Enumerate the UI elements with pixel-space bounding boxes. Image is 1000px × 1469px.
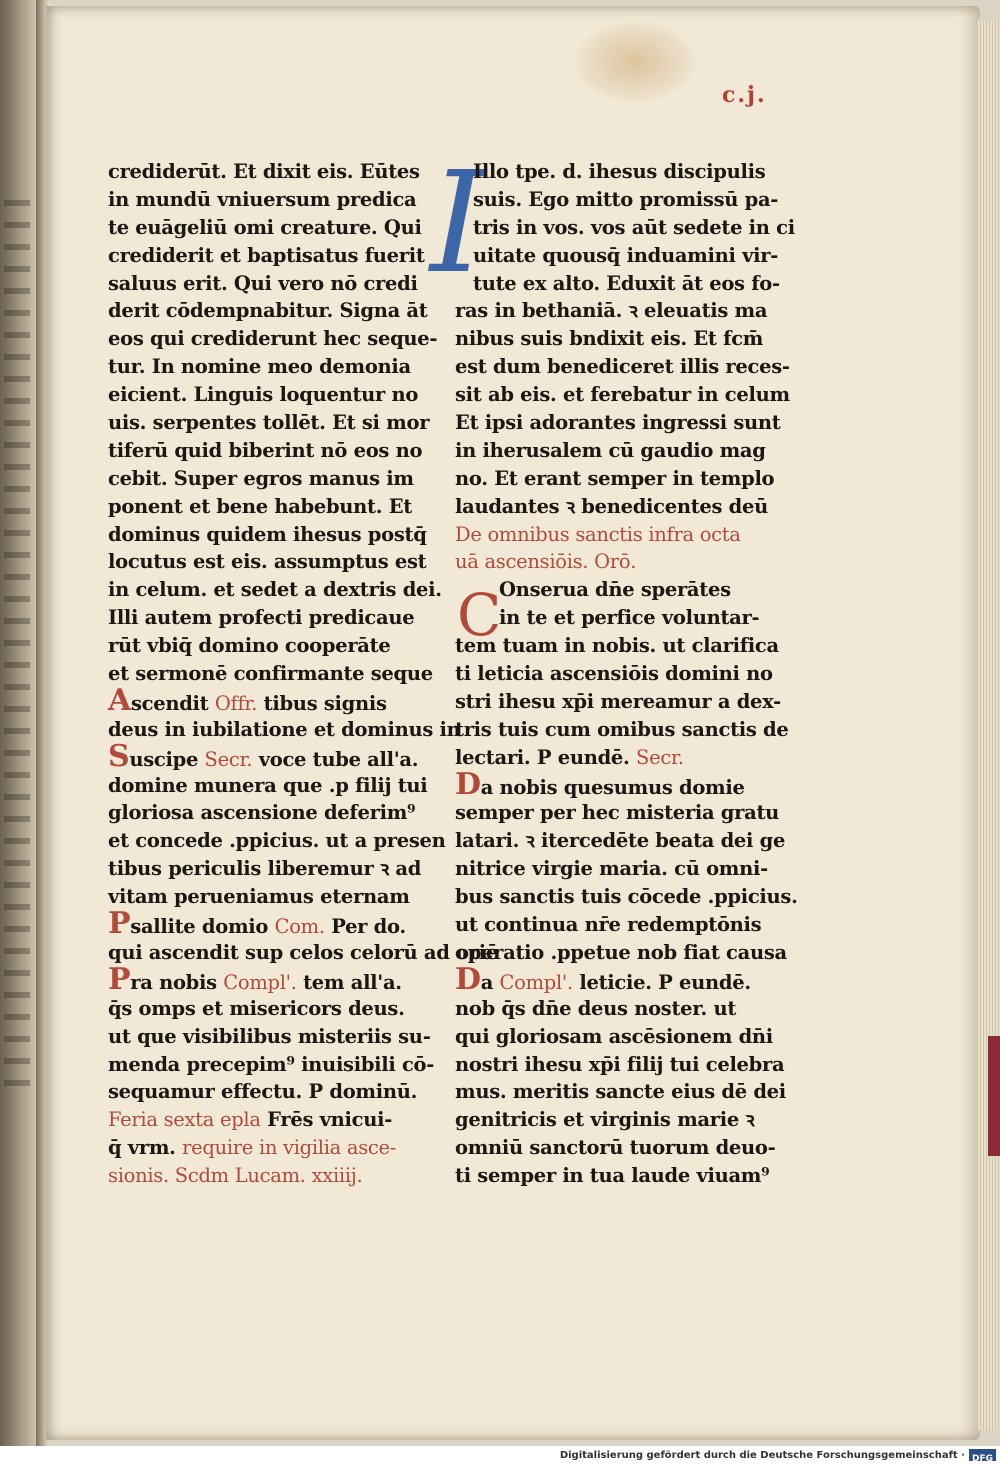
text-line — [455, 1023, 773, 1051]
text-line — [455, 353, 790, 381]
text-run: uis. serpentes tollēt. Et si mor — [108, 411, 430, 435]
dfg-logo: DFG — [969, 1449, 996, 1461]
text-run: Illo tpe. d. ihesus discipulis — [473, 160, 766, 183]
text-line — [108, 270, 418, 298]
text-run: rūt vbiq̄ domino cooperāte — [108, 634, 391, 658]
text-line — [108, 961, 408, 997]
text-line — [455, 548, 765, 576]
rubric-text: Offr. — [214, 691, 258, 715]
red-initial: D — [455, 766, 481, 802]
text-run: in mundū vniuersum predica — [108, 187, 417, 211]
text-run: stri ihesu xp̄i mereamur a dex- — [455, 689, 781, 713]
text-line — [108, 855, 422, 883]
text-line — [455, 1134, 776, 1162]
text-line — [108, 297, 428, 325]
text-line — [455, 1162, 770, 1190]
text-line — [455, 493, 769, 521]
text-run: bus sanctis tuis cōcede .ppicius. — [455, 885, 798, 909]
text-line — [455, 855, 768, 883]
text-line — [108, 381, 419, 409]
text-line — [108, 158, 420, 186]
rubric-text: De omnibus sanctis infra octa — [455, 522, 741, 546]
text-line — [455, 827, 786, 855]
text-run: mus. meritis sancte eius dē dei — [455, 1080, 786, 1104]
previous-page-edge — [0, 0, 40, 1446]
text-run: voce tube all'a. — [252, 747, 419, 771]
text-run: tute ex alto. Eduxit āt eos fo- — [473, 271, 780, 295]
red-initial: S — [108, 738, 130, 774]
text-run: sequamur effectu. P dominū. — [108, 1080, 418, 1104]
text-run: in celum. et sedet a dextris dei. — [108, 578, 442, 602]
text-line — [108, 1162, 408, 1190]
text-line — [455, 716, 789, 744]
text-line — [108, 437, 423, 465]
right-text-column — [455, 158, 798, 1190]
text-line — [108, 548, 427, 576]
rubric-text: Com. — [274, 915, 325, 939]
text-run: ti semper in tua laude viuam⁹ — [455, 1164, 770, 1188]
text-run: nibus suis bndixit eis. Et fcm̄ — [455, 327, 764, 351]
rubric-text: Secr. — [204, 747, 253, 771]
text-line — [455, 214, 795, 242]
page-stack-edge — [978, 20, 1000, 1430]
text-run: ra nobis — [130, 970, 224, 994]
text-run: tris tuis cum omibus sanctis de — [455, 717, 789, 741]
text-line — [455, 1051, 785, 1079]
text-line — [108, 995, 408, 1023]
text-run: a nobis quesumus domie — [480, 775, 745, 799]
text-run: scendit — [130, 691, 215, 715]
text-run: laudantes ꝛ benedicentes deū — [455, 494, 769, 518]
text-run: uitate quousq̄ induamini vir- — [473, 243, 778, 267]
text-line — [108, 353, 411, 381]
text-run: tibus periculis liberemur ꝛ ad — [108, 857, 422, 881]
text-run: deus in iubilatione et dominus in — [108, 717, 461, 741]
text-line — [108, 1134, 408, 1162]
text-line — [455, 961, 765, 997]
text-line — [108, 632, 408, 660]
text-line — [455, 799, 780, 827]
text-run: in te et perfice voluntar- — [499, 606, 760, 630]
text-line — [455, 660, 773, 688]
text-run: derit cōdempnabitur. Signa āt — [108, 299, 428, 323]
text-line — [455, 381, 790, 409]
text-line — [108, 325, 438, 353]
text-run: Illi autem profecti predicaue — [108, 606, 415, 630]
text-run: et sermonē confirmante seque — [108, 662, 433, 686]
previous-page-text-strip — [4, 200, 30, 1100]
rubric-text: Secr. — [636, 745, 684, 769]
text-line — [108, 827, 446, 855]
text-run: nitrice virgie maria. cū omni- — [455, 857, 768, 881]
text-line — [108, 738, 419, 774]
text-line — [455, 883, 798, 911]
text-line — [108, 604, 415, 632]
text-line — [455, 744, 765, 772]
text-run: vitam perueniamus eternam — [108, 885, 410, 909]
text-line — [108, 521, 427, 549]
text-run: lectari. P eundē. — [455, 745, 637, 769]
text-run: te euāgeliū omi creature. Qui — [108, 215, 422, 239]
text-run: suis. Ego mitto promissū pa- — [473, 187, 779, 211]
text-line — [108, 214, 422, 242]
text-run: eicient. Linguis loquentur no — [108, 383, 419, 407]
text-run: dominus quidem ihesus postq̄ — [108, 522, 427, 546]
text-line — [108, 409, 430, 437]
text-run: cebit. Super egros manus im — [108, 466, 414, 490]
text-run: qui gloriosam ascēsionem dn̄i — [455, 1024, 773, 1048]
text-line — [455, 297, 768, 325]
text-line — [108, 1051, 435, 1079]
text-line — [108, 883, 408, 911]
text-line — [108, 465, 414, 493]
text-run: latari. ꝛ itercedēte beata dei ge — [455, 829, 786, 853]
text-line — [108, 906, 408, 942]
text-run: q̄s omps et misericors deus. — [108, 996, 405, 1020]
text-line — [455, 437, 765, 465]
text-line — [108, 1078, 418, 1106]
text-line — [455, 1106, 765, 1134]
text-run: uscipe — [129, 747, 205, 771]
credit-text: Digitalisierung gefördert durch die Deutsche Forschungsgemeinschaft · — [559, 1450, 965, 1461]
text-line — [108, 939, 498, 967]
text-line — [455, 270, 780, 298]
text-line — [455, 688, 781, 716]
credit-bar — [0, 1446, 1000, 1466]
text-run: q̄ vrm. — [108, 1136, 183, 1160]
text-run: nob q̄s dn̄e deus noster. ut — [455, 996, 737, 1020]
rubric-text: Feria sexta epla — [108, 1108, 261, 1132]
rubric-text: require in vigilia asce- — [182, 1136, 397, 1160]
paper-stain — [575, 22, 695, 102]
text-line — [108, 799, 416, 827]
text-line — [455, 465, 775, 493]
text-run: tibus signis — [257, 691, 387, 715]
text-run: sallite domio — [130, 915, 275, 939]
text-line — [108, 186, 417, 214]
red-initial: P — [108, 961, 131, 997]
text-run: crediderit et baptisatus fuerit — [108, 243, 425, 267]
text-run: genitricis et virginis marie ꝛ — [455, 1108, 755, 1132]
text-run: est dum benediceret illis reces- — [455, 355, 790, 379]
folio-number: c.j. — [722, 82, 767, 108]
rubric-text: Compl'. — [223, 970, 297, 994]
text-run: tris in vos. vos aūt sedete in ci — [473, 215, 795, 239]
text-line — [455, 766, 765, 802]
text-run: ras in bethaniā. ꝛ eleuatis ma — [455, 299, 768, 323]
text-run: Onserua dn̄e sperātes — [499, 578, 731, 602]
text-line — [108, 772, 428, 800]
blue-initial-letter: I — [430, 142, 486, 305]
text-line — [455, 325, 765, 353]
text-line — [108, 716, 461, 744]
rubric-text: Compl'. — [499, 970, 573, 994]
text-run: in iherusalem cū gaudio mag — [455, 438, 766, 462]
text-run: Frēs vnicui- — [260, 1108, 392, 1132]
text-run: tem all'a. — [296, 970, 402, 994]
text-run: ut que visibilibus misteriis su- — [108, 1024, 431, 1048]
text-run: locutus est eis. assumptus est — [108, 550, 427, 574]
text-run: tiferū quid biberint nō eos no — [108, 438, 423, 462]
text-line — [108, 242, 425, 270]
text-run: a — [480, 970, 500, 994]
red-initial-letter: C — [457, 581, 502, 649]
text-line — [455, 911, 765, 939]
text-run: omniū sanctorū tuorum deuo- — [455, 1136, 776, 1160]
text-line — [455, 939, 787, 967]
text-run: ti leticia ascensiōis domini no — [455, 662, 773, 686]
text-run: Per do. — [324, 915, 406, 939]
text-run: saluus erit. Qui vero nō credi — [108, 271, 418, 295]
red-initial: D — [455, 961, 481, 997]
text-run: sit ab eis. et ferebatur in celum — [455, 383, 790, 407]
text-run: leticie. P eundē. — [572, 970, 751, 994]
red-initial: P — [108, 906, 131, 942]
text-line — [108, 1106, 408, 1134]
text-run: tem tuam in nobis. ut clarifica — [455, 634, 779, 658]
left-text-column — [108, 158, 498, 1190]
text-line — [455, 1078, 786, 1106]
text-run: crediderūt. Et dixit eis. Eūtes — [108, 160, 420, 183]
text-run: ut continua nr̄e redemptōnis — [455, 913, 762, 937]
text-line — [455, 995, 765, 1023]
text-run: et concede .ppicius. ut a presen — [108, 829, 446, 853]
text-line — [455, 576, 765, 604]
rubric-text: uā ascensiōis. Orō. — [455, 550, 637, 574]
text-line — [455, 409, 781, 437]
text-run: ponent et bene habebunt. Et — [108, 494, 413, 518]
text-run: menda precepim⁹ inuisibili cō- — [108, 1052, 435, 1076]
text-line — [108, 576, 442, 604]
text-line — [455, 604, 765, 632]
text-run: Et ipsi adorantes ingressi sunt — [455, 411, 781, 435]
text-run: no. Et erant semper in templo — [455, 466, 775, 490]
text-run: gloriosa ascensione deferim⁹ — [108, 801, 416, 825]
text-line — [108, 660, 433, 688]
text-line — [108, 682, 408, 718]
red-initial: A — [108, 682, 131, 718]
text-run: operatio .ppetue nob fiat causa — [455, 940, 787, 964]
bookmark-ribbon — [988, 1036, 1000, 1156]
text-run: eos qui crediderunt hec seque- — [108, 327, 438, 351]
rubric-text: sionis. Scdm Lucam. xxiiij. — [108, 1164, 363, 1188]
text-run: qui ascendit sup celos celorū ad oriē — [108, 940, 498, 964]
text-line — [455, 632, 779, 660]
text-line — [108, 1023, 431, 1051]
text-line — [455, 521, 765, 549]
text-line — [455, 242, 778, 270]
text-run: domine munera que .p filij tui — [108, 773, 428, 797]
text-line — [455, 186, 779, 214]
text-line — [455, 158, 765, 186]
text-run: nostri ihesu xp̄i filij tui celebra — [455, 1052, 785, 1076]
text-run: semper per hec misteria gratu — [455, 801, 780, 825]
text-line — [108, 493, 413, 521]
text-run: tur. In nomine meo demonia — [108, 355, 411, 379]
